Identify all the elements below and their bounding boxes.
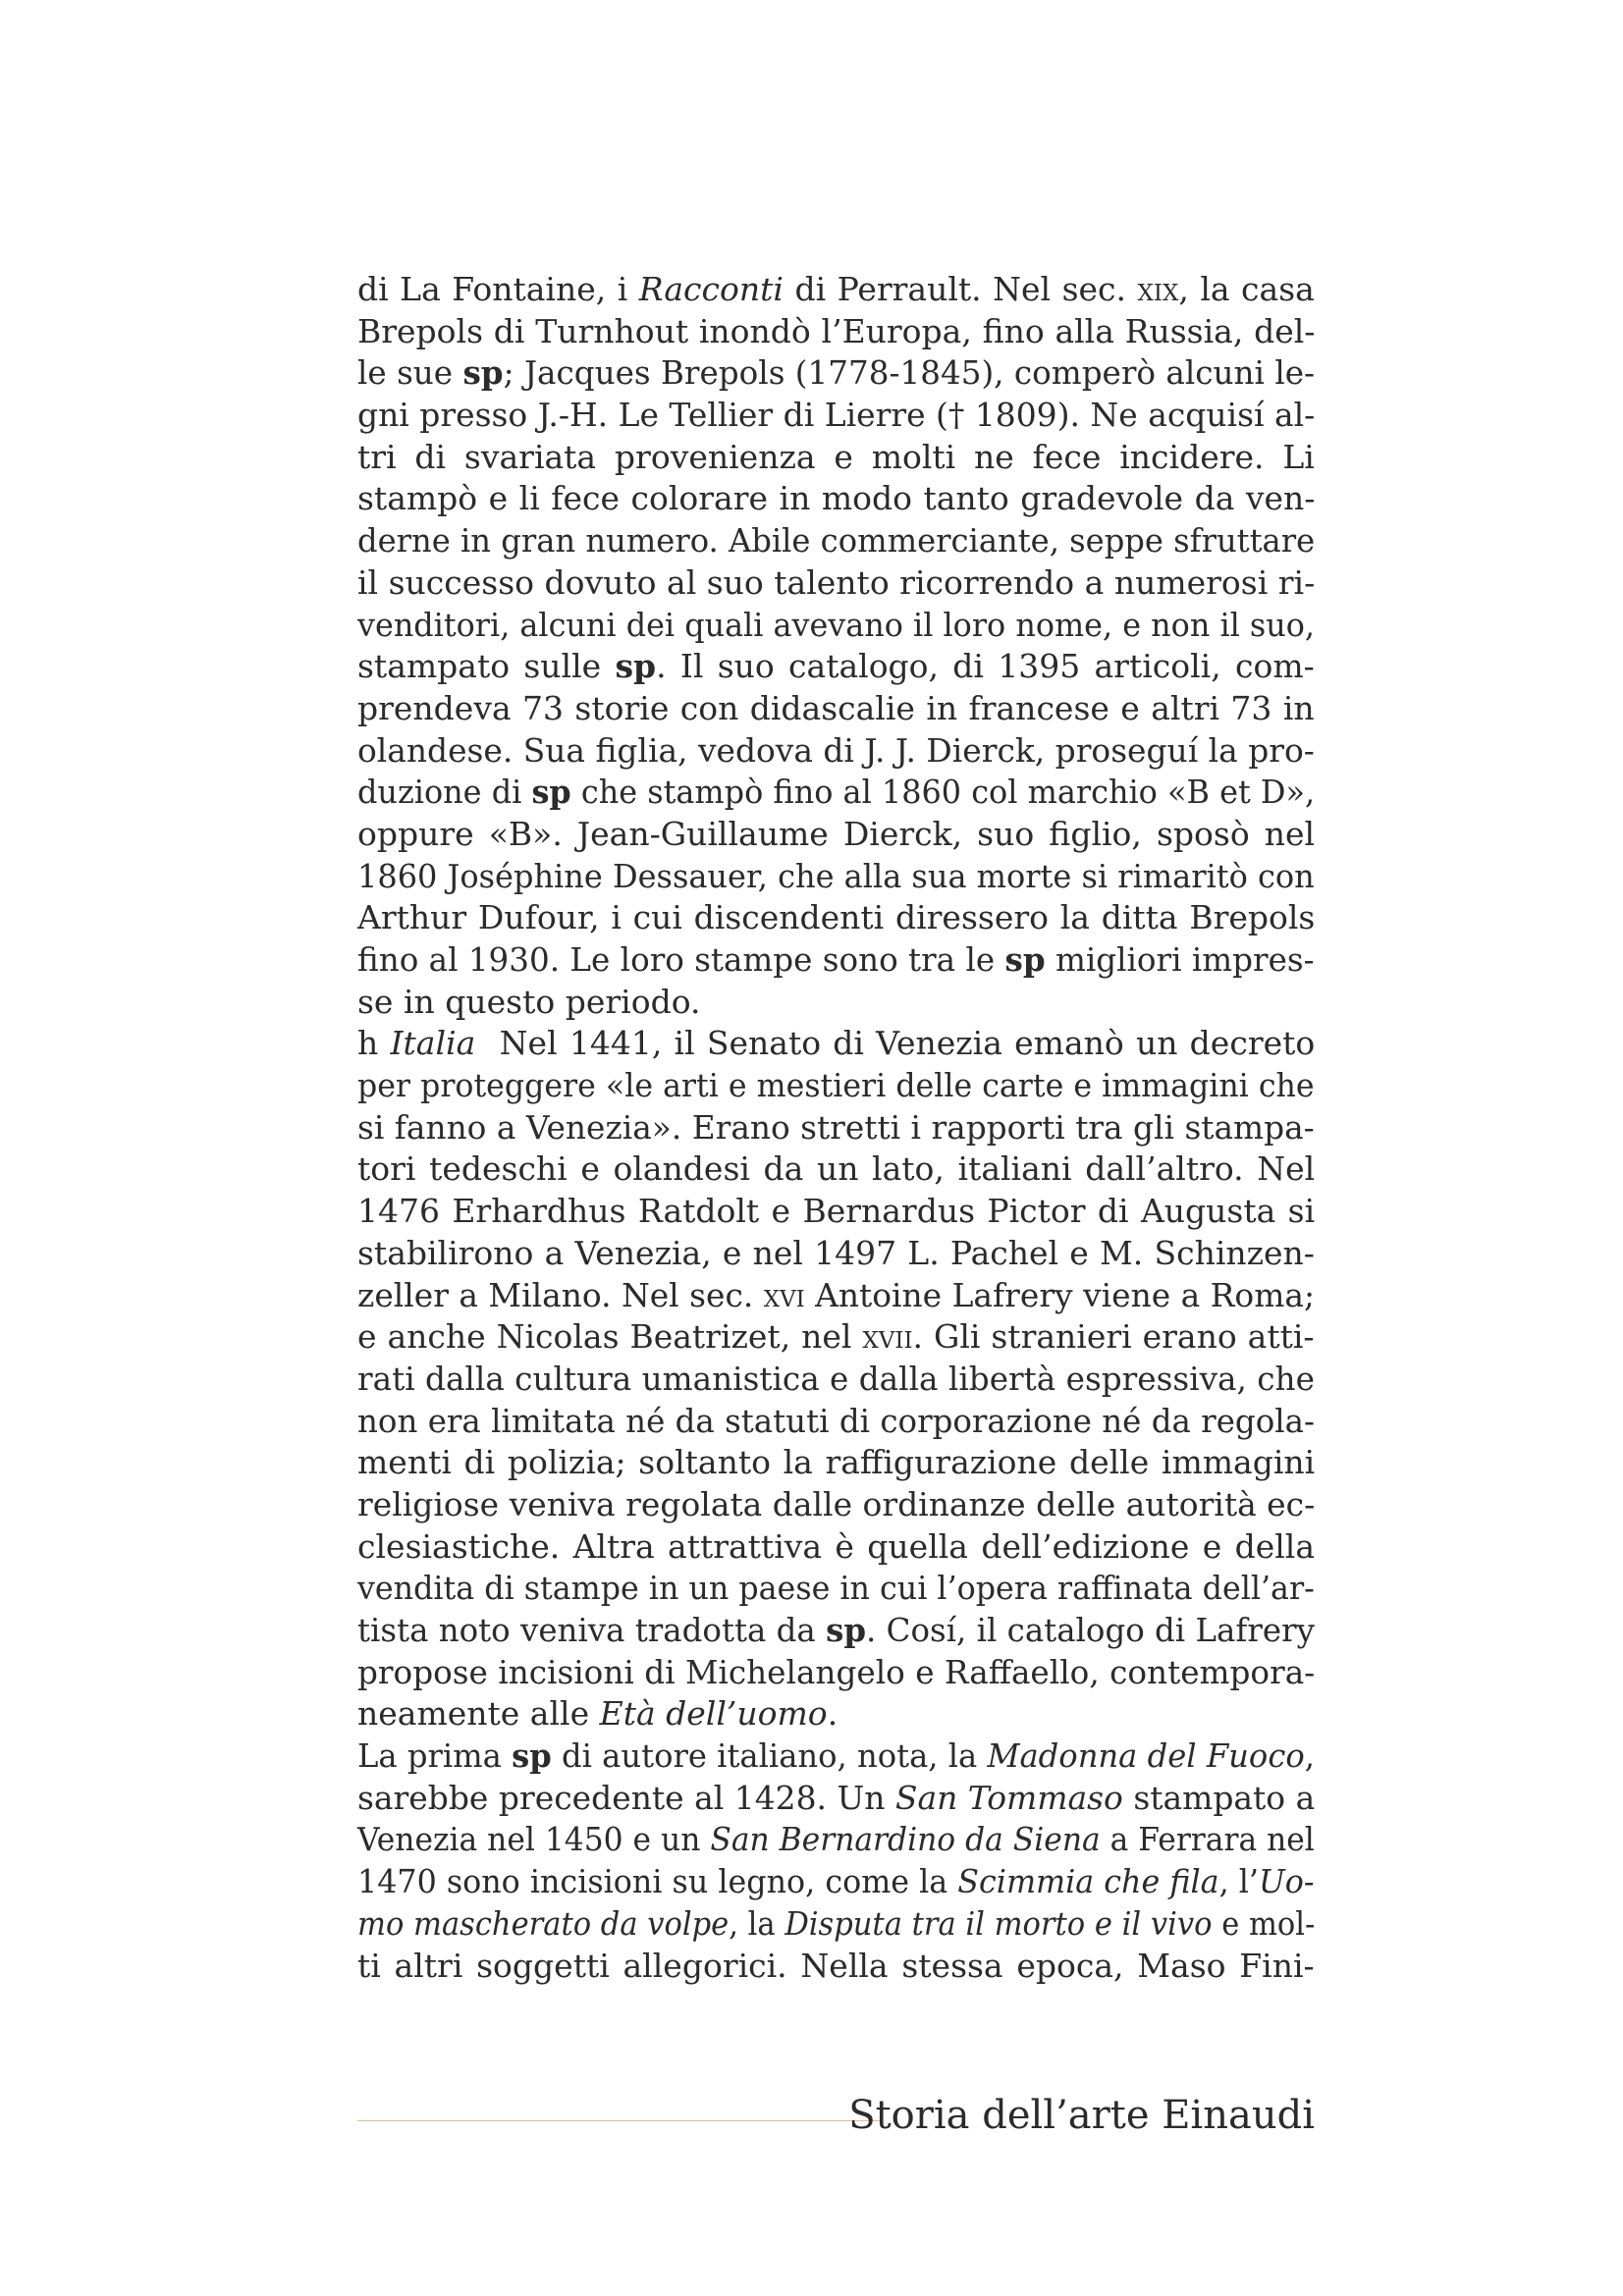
text-segment: sp	[615, 647, 657, 686]
text-segment: oppure «B». Jean-Guillaume Dierck, suo figlio, sposò nel	[357, 814, 1316, 853]
text-segment: , la	[729, 1903, 785, 1943]
text-segment: il successo dovuto al suo talento ricorrendo a numerosi ri-	[357, 562, 1316, 602]
body-text	[357, 269, 1315, 1987]
text-segment: Uo-	[1259, 1862, 1315, 1901]
text-segment: sp	[826, 1611, 867, 1649]
text-segment: neamente alle	[357, 1694, 600, 1734]
text-line	[357, 1233, 1315, 1275]
text-segment: ti altri soggetti allegorici. Nella stessa epoca, Maso Fini-	[357, 1946, 1315, 1985]
text-line	[357, 1484, 1316, 1526]
footer-title: Storia dell’arte Einaudi	[848, 2093, 1315, 2138]
text-line	[357, 939, 1315, 982]
text-segment: 1860 Joséphine Dessauer, che alla sua morte si rimaritò con	[357, 856, 1315, 895]
text-segment: Venezia nel 1450 e un	[357, 1820, 711, 1859]
text-segment: derne in gran numero. Abile commerciante, seppe sfruttare	[357, 521, 1316, 561]
text-line	[357, 1693, 1315, 1735]
text-segment: xix	[1137, 270, 1179, 308]
text-line	[357, 1946, 1315, 1988]
text-segment: sp	[1004, 940, 1046, 979]
text-segment: e mol-	[1212, 1903, 1316, 1943]
text-segment: stampato sulle	[357, 647, 616, 686]
text-segment: sp	[531, 773, 571, 812]
text-segment: tri di svariata provenienza e molti ne fece incidere. Li	[357, 437, 1315, 476]
text-segment: stabilirono a Venezia, e nel 1497 L. Pachel e M. Schinzen-	[357, 1233, 1315, 1272]
text-line	[357, 1568, 1315, 1610]
text-segment: Nel 1441, il Senato di Venezia emanò un decreto	[475, 1024, 1316, 1063]
text-segment: tori tedeschi e olandesi da un lato, italiani dall’altro. Nel	[357, 1149, 1316, 1189]
text-segment: Disputa tra il morto e il vivo	[784, 1903, 1213, 1943]
text-line	[357, 1148, 1315, 1191]
text-line	[357, 605, 1316, 647]
text-segment: xvii	[862, 1317, 913, 1357]
text-segment: di La Fontaine, i	[357, 270, 639, 308]
text-segment: propose incisioni di Michelangelo e Raffaello, contempora-	[357, 1652, 1316, 1691]
text-segment: migliori impres-	[1045, 940, 1315, 979]
text-line	[357, 814, 1315, 856]
text-segment: tista noto veniva tradotta da	[357, 1611, 827, 1649]
text-segment: .	[827, 1694, 839, 1734]
text-segment: . Il suo catalogo, di 1395 articoli, com-	[656, 647, 1315, 686]
text-segment: olandese. Sua figlia, vedova di J. J. Dierck, proseguí la pro-	[357, 730, 1315, 770]
text-segment: . Cosí, il catalogo di Lafrery	[866, 1611, 1315, 1649]
text-line	[357, 1526, 1315, 1569]
text-line	[357, 1023, 1315, 1065]
footer-rule	[357, 2120, 883, 2121]
text-segment: xvi	[763, 1275, 805, 1314]
text-line	[357, 1861, 1315, 1903]
text-segment: San Bernardino da Siena	[710, 1820, 1101, 1859]
text-segment: Antoine Lafrery viene a Roma;	[804, 1275, 1316, 1314]
text-segment: non era limitata né da statuti di corporazione né da regola-	[357, 1401, 1315, 1440]
text-segment: si fanno a Venezia». Erano stretti i rapporti tra gli stampa-	[357, 1107, 1315, 1147]
text-segment: le sue	[357, 353, 463, 393]
text-segment: . Gli stranieri erano atti-	[912, 1317, 1315, 1357]
text-segment: se in questo periodo.	[357, 982, 701, 1021]
text-segment: sarebbe precedente al 1428. Un	[357, 1778, 895, 1817]
text-line	[357, 520, 1316, 562]
text-segment: clesiastiche. Altra attrattiva è quella dell’edizione e della	[357, 1526, 1316, 1566]
text-segment: stampò e li fece colorare in modo tanto gradevole da ven-	[357, 479, 1316, 518]
text-segment: di autore italiano, nota, la	[551, 1736, 988, 1776]
text-line	[357, 982, 1315, 1024]
text-segment: rati dalla cultura umanistica e dalla libertà espressiva, che	[357, 1359, 1315, 1398]
text-segment: Età dell’uomo	[599, 1694, 828, 1734]
text-line	[357, 437, 1315, 479]
text-segment: vendita di stampe in un paese in cui l’opera raffinata dell’ar-	[357, 1569, 1315, 1608]
text-segment: mo mascherato da volpe	[357, 1903, 730, 1943]
text-segment: ,	[1304, 1736, 1315, 1776]
text-line	[357, 352, 1316, 395]
text-line	[357, 1191, 1315, 1233]
text-line	[357, 478, 1315, 520]
text-line	[357, 1359, 1315, 1401]
text-line	[357, 1275, 1316, 1317]
text-segment: La prima	[357, 1736, 513, 1776]
text-line	[357, 1065, 1315, 1107]
text-segment: venditori, alcuni dei quali avevano il loro nome, e non il suo,	[357, 605, 1316, 644]
text-line	[357, 772, 1316, 814]
text-segment: stampato a	[1122, 1778, 1316, 1817]
text-segment: sp	[462, 353, 504, 393]
text-line	[357, 1401, 1315, 1443]
text-segment: Brepols di Turnhout inondò l’Europa, fino alla Russia, del-	[357, 311, 1316, 350]
text-segment: Arthur Dufour, i cui discendenti diressero la ditta Brepols	[357, 898, 1316, 937]
text-segment: , la casa	[1178, 270, 1315, 308]
text-segment: per proteggere «le arti e mestieri delle carte e immagini che	[357, 1066, 1315, 1105]
text-line	[357, 395, 1316, 437]
text-line	[357, 1610, 1315, 1652]
text-segment: 1470 sono incisioni su legno, come la	[357, 1862, 958, 1901]
text-line	[357, 1819, 1315, 1861]
text-segment: zeller a Milano. Nel sec.	[357, 1275, 764, 1314]
text-line	[357, 1903, 1316, 1946]
text-segment: San Tommaso	[894, 1778, 1123, 1817]
text-line	[357, 1735, 1315, 1778]
text-line	[357, 1652, 1316, 1694]
text-segment: ; Jacques Brepols (1778-1845), comperò alcuni le-	[503, 353, 1316, 393]
text-line	[357, 1316, 1315, 1359]
text-segment: e anche Nicolas Beatrizet, nel	[357, 1317, 863, 1357]
text-segment: h	[357, 1024, 391, 1063]
text-segment: Madonna del Fuoco	[987, 1736, 1305, 1776]
text-segment: sp	[512, 1736, 552, 1776]
text-segment: menti di polizia; soltanto la raffigurazione delle immagini	[357, 1443, 1316, 1482]
text-segment: prendeva 73 storie con didascalie in francese e altri 73 in	[357, 688, 1315, 727]
text-segment: , l’	[1218, 1862, 1260, 1901]
text-line	[357, 646, 1315, 688]
text-segment: Racconti	[638, 270, 784, 308]
text-segment: gni presso J.-H. Le Tellier di Lierre († 1809). Ne acquisí al-	[357, 396, 1316, 435]
text-segment: fino al 1930. Le loro stampe sono tra le	[357, 940, 1005, 979]
text-segment: Scimmia che fila	[957, 1862, 1219, 1901]
text-segment: di Perrault. Nel sec.	[783, 270, 1138, 308]
text-segment: che stampò fino al 1860 col marchio «B et D»,	[570, 773, 1316, 812]
text-segment: duzione di	[357, 773, 532, 812]
text-segment: religiose veniva regolata dalle ordinanze delle autorità ec-	[357, 1484, 1316, 1523]
text-line	[357, 311, 1315, 353]
text-line	[357, 1107, 1315, 1149]
text-line	[357, 269, 1315, 311]
text-segment: a Ferrara nel	[1100, 1820, 1315, 1859]
text-line	[357, 688, 1315, 730]
text-line	[357, 856, 1315, 898]
text-line	[357, 562, 1315, 605]
text-segment: 1476 Erhardhus Ratdolt e Bernardus Pictor di Augusta si	[357, 1192, 1316, 1231]
text-line	[357, 1442, 1315, 1484]
text-line	[357, 897, 1315, 939]
text-line	[357, 1778, 1316, 1820]
text-line	[357, 730, 1315, 773]
text-segment: Italia	[390, 1024, 476, 1063]
